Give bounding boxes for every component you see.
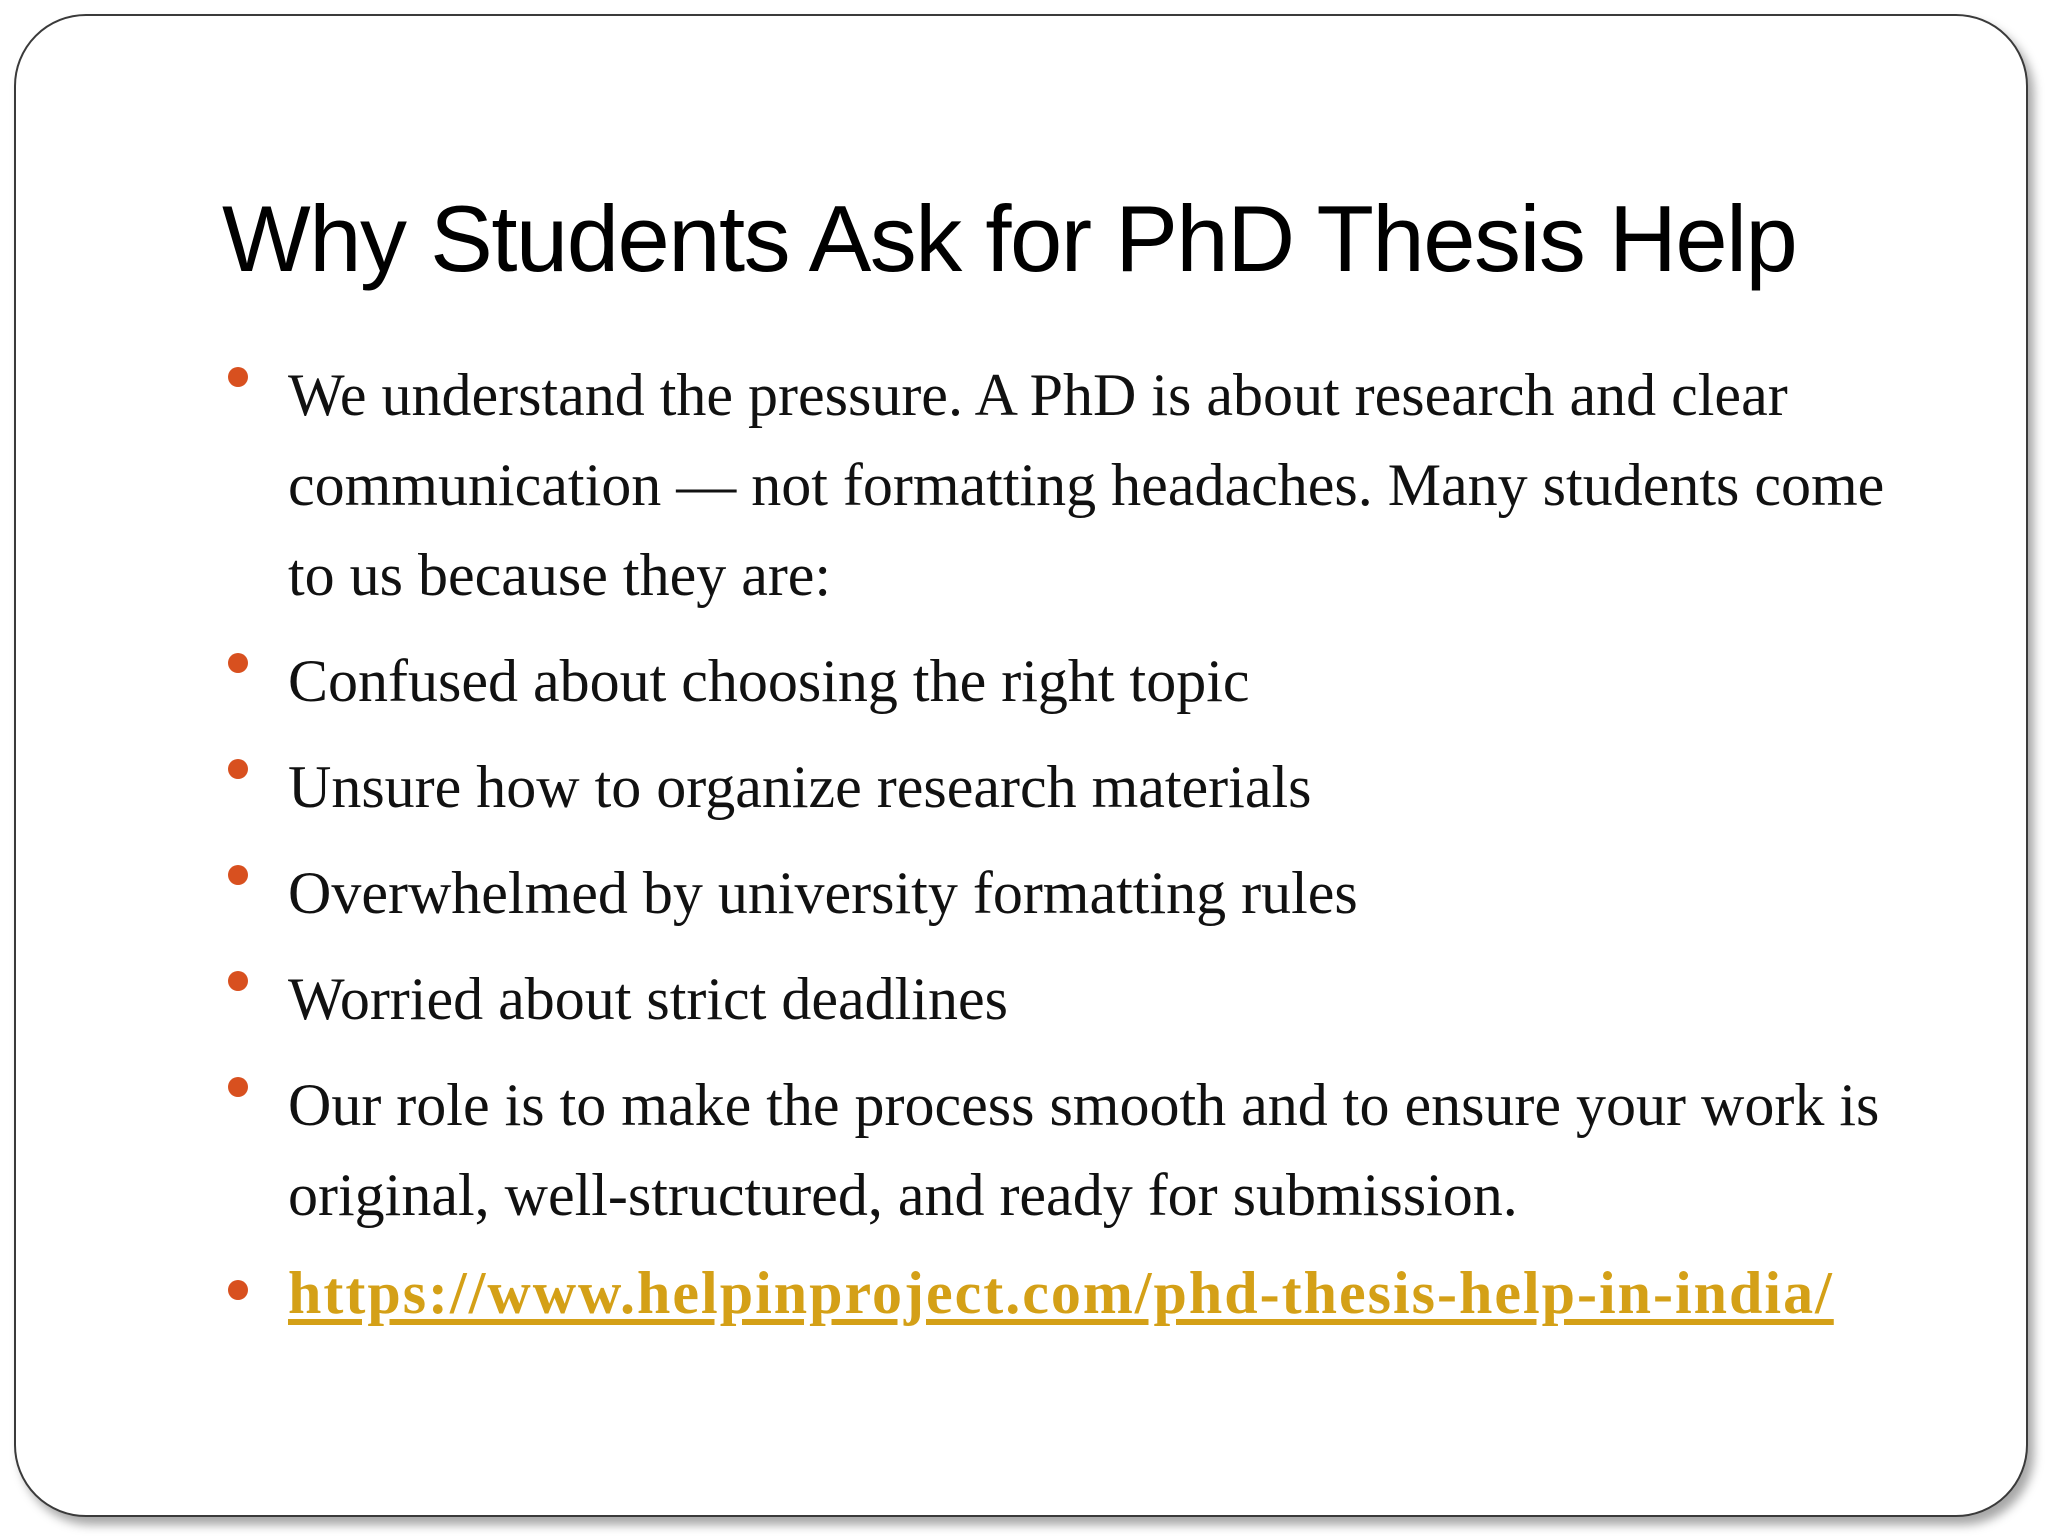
- website-link[interactable]: https://www.helpinproject.com/phd-thesis-help-in-india/: [288, 1260, 1834, 1326]
- bullet-dot-icon: [228, 759, 248, 779]
- bullet-item: [224, 636, 1924, 726]
- bullet-item: [224, 1060, 1924, 1240]
- bullet-text: Unsure how to organize research materials: [288, 754, 1312, 820]
- bullet-dot-icon: [228, 1077, 248, 1097]
- bullet-item: [224, 742, 1924, 832]
- slide-title: Why Students Ask for PhD Thesis Help: [222, 186, 1797, 291]
- bullet-text: Overwhelmed by university formatting rules: [288, 860, 1358, 926]
- bullet-dot-icon: [228, 1280, 248, 1300]
- bullet-dot-icon: [228, 971, 248, 991]
- bullet-text: We understand the pressure. A PhD is about research and clear communication — not formatting headaches. Many students come to us because they are:: [288, 362, 1885, 608]
- bullet-dot-icon: [228, 653, 248, 673]
- bullet-dot-icon: [228, 367, 248, 387]
- bullet-dot-icon: [228, 865, 248, 885]
- bullet-item-link: [224, 1256, 1924, 1330]
- bullet-text: Our role is to make the process smooth and to ensure your work is original, well-structured, and ready for submission.: [288, 1072, 1880, 1228]
- bullet-item: [224, 350, 1924, 620]
- bullet-list: [224, 350, 1924, 1346]
- bullet-text: Worried about strict deadlines: [288, 966, 1008, 1032]
- bullet-item: [224, 848, 1924, 938]
- bullet-item: [224, 954, 1924, 1044]
- bullet-text: Confused about choosing the right topic: [288, 648, 1250, 714]
